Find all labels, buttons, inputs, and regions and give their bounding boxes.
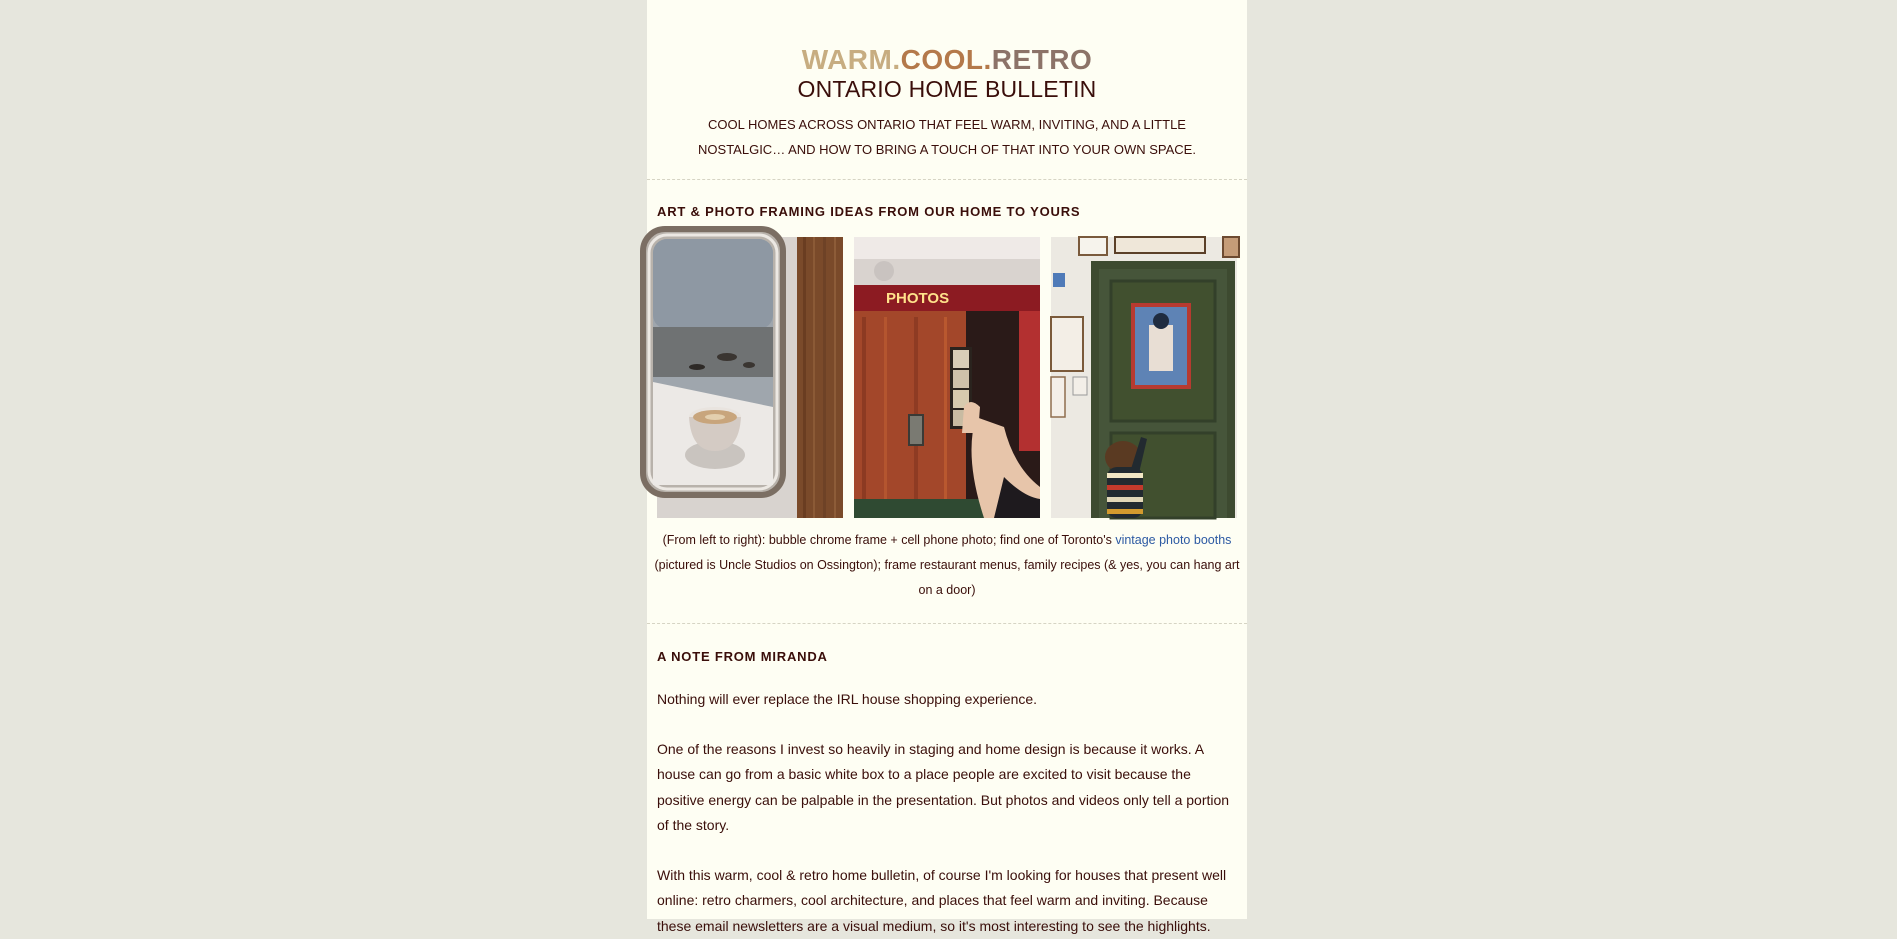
framing-section bbox=[647, 180, 1247, 624]
newsletter-page bbox=[647, 0, 1247, 919]
bulletin-subtitle: ONTARIO HOME BULLETIN bbox=[647, 76, 1247, 102]
tagline: COOL HOMES ACROSS ONTARIO THAT FEEL WARM, INVITING, AND A LITTLE NOSTALGIC… AND HOW TO BRING A TOUCH OF THAT INTO YOUR OWN SPACE. bbox=[663, 112, 1231, 162]
note-paragraph: Nothing will ever replace the IRL house shopping experience. bbox=[657, 687, 1237, 713]
photo-row bbox=[657, 237, 1237, 518]
note-paragraph: One of the reasons I invest so heavily in staging and home design is because it works. A house can go from a basic white box to a place people are excited to visit because the positive energy can be palpable in the presentation. But photos and videos only tell a portion of the story. bbox=[657, 737, 1237, 839]
booth-sign: PHOTOS bbox=[886, 290, 949, 307]
brand-retro: RETRO bbox=[992, 44, 1093, 75]
note-heading: A NOTE FROM MIRANDA bbox=[657, 624, 1237, 665]
note-paragraph: With this warm, cool & retro home bulletin, of course I'm looking for houses that present well online: retro charmers, cool architecture, and places that feel warm and inviting. Because these email newsletters are a visual medium, so it's most interesting to see the highlights. bbox=[657, 863, 1237, 939]
framing-heading: ART & PHOTO FRAMING IDEAS FROM OUR HOME TO YOURS bbox=[657, 180, 1237, 220]
photo-caption bbox=[647, 528, 1247, 624]
photo-booth-photo[interactable] bbox=[854, 237, 1040, 518]
green-door-photo[interactable] bbox=[1051, 237, 1237, 518]
note-section bbox=[647, 624, 1247, 939]
brand-logo bbox=[647, 44, 1247, 76]
vintage-photo-booths-link[interactable]: vintage photo booths bbox=[1115, 533, 1231, 547]
brand-warm: WARM. bbox=[802, 44, 901, 75]
brand-cool: COOL. bbox=[901, 44, 992, 75]
caption-text-after: (pictured is Uncle Studios on Ossington); frame restaurant menus, family recipes (& yes, you can hang art on a door) bbox=[655, 558, 1240, 597]
masthead bbox=[647, 0, 1247, 180]
chrome-frame-photo[interactable] bbox=[657, 237, 843, 518]
caption-text-before: (From left to right): bubble chrome frame + cell phone photo; find one of Toronto's bbox=[663, 533, 1116, 547]
